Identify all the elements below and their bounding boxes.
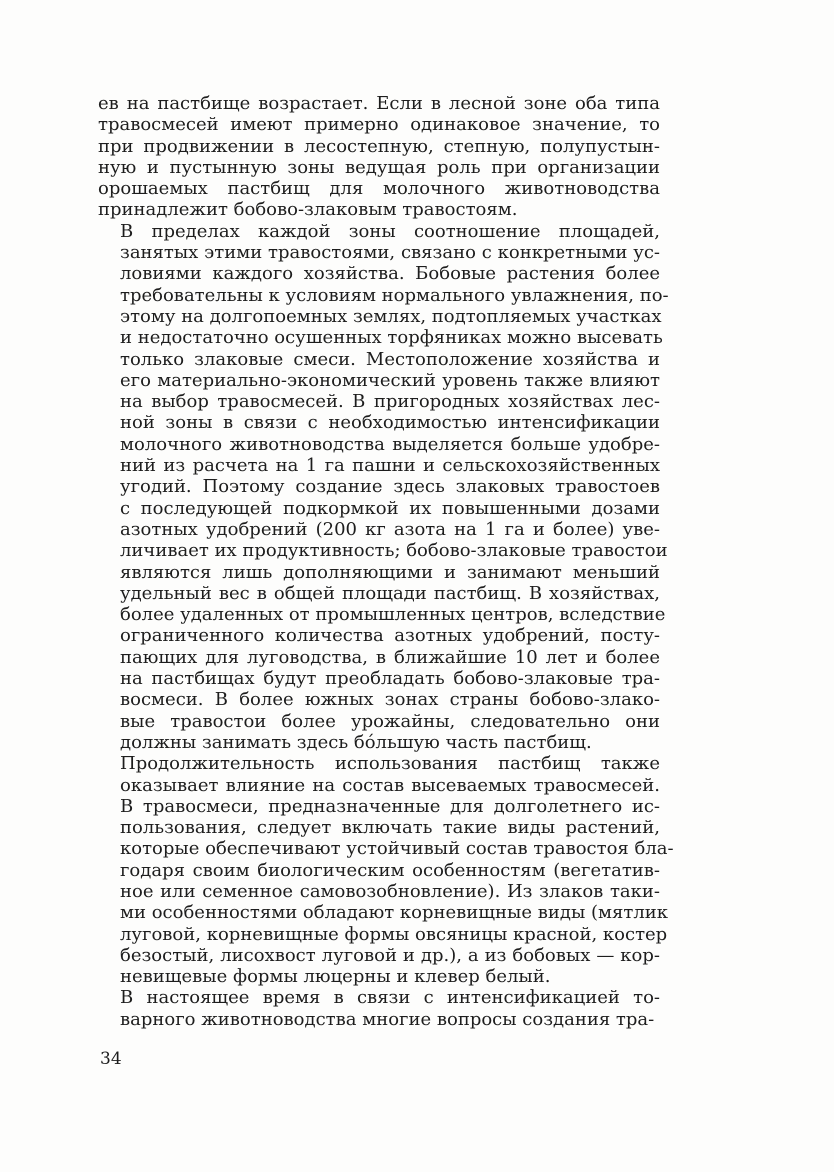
text-line: при продвижении в лесостепную, степную, полупустын- [98, 135, 660, 157]
text-line: пользования, следует включать такие виды растений, [120, 817, 660, 839]
text-line: угодий. Поэтому создание здесь злаковых травостоев [120, 476, 660, 498]
text-line: вые травостои более урожайны, следовательно они [120, 710, 660, 732]
text-line: ми особенностями обладают корневищные виды (мятлик [120, 902, 669, 924]
text-line: на выбор травосмесей. В пригородных хозяйствах лес- [120, 391, 660, 413]
text-line: орошаемых пастбищ для молочного животноводства [98, 178, 660, 200]
paragraph [98, 93, 660, 221]
text-line: этому на долгопоемных землях, подтопляемых участках [120, 305, 662, 327]
text-line: более удаленных от промышленных центров, вследствие [120, 604, 666, 626]
text-line: пающих для луговодства, в ближайшие 10 лет и более [120, 646, 660, 668]
text-line: варного животноводства многие вопросы создания тра- [120, 1008, 655, 1030]
text-line: с последующей подкормкой их повышенными дозами [120, 497, 660, 519]
text-line: В пределах каждой зоны соотношение площадей, [120, 220, 660, 242]
text-line: невищевые формы люцерны и клевер белый. [120, 966, 551, 988]
text-line: В травосмеси, предназначенные для долголетнего ис- [120, 795, 660, 817]
text-line: которые обеспечивают устойчивый состав травостоя бла- [120, 838, 674, 860]
paragraph [98, 753, 674, 988]
page-number: 34 [100, 1049, 122, 1069]
text-line: азотных удобрений (200 кг азота на 1 га и более) уве- [120, 518, 660, 540]
text-line: ев на пастбище возрастает. Если в лесной зоне оба типа [98, 93, 660, 114]
text-line: ограниченного количества азотных удобрений, посту- [120, 625, 660, 647]
paragraph [98, 220, 669, 753]
text-line: его материально-экономический уровень также влияют [120, 369, 660, 391]
text-line: и недостаточно осушенных торфяниках можно высевать [120, 327, 663, 349]
text-line: удельный вес в общей площади пастбищ. В хозяйствах, [120, 582, 660, 604]
text-line: только злаковые смеси. Местоположение хозяйства и [120, 348, 660, 370]
text-line: являются лишь дополняющими и занимают меньший [120, 561, 660, 583]
text-line: безостый, лисохвост луговой и др.), а из бобовых — кор- [120, 944, 660, 966]
text-line: требовательны к условиям нормального увлажнения, по- [120, 284, 669, 306]
text-line: ную и пустынную зоны ведущая роль при организации [98, 156, 660, 178]
text-line: луговой, корневищные формы овсяницы красной, костер [120, 923, 668, 945]
text-line: В настоящее время в связи с интенсификацией то- [120, 987, 660, 1009]
text-line: личивает их продуктивность; бобово-злаковые травостои [120, 540, 668, 562]
text-line: ний из расчета на 1 га пашни и сельскохозяйственных [120, 455, 660, 477]
text-line: травосмесей имеют примерно одинаковое значение, то [98, 114, 660, 136]
text-line: на пастбищах будут преобладать бобово-злаковые тра- [120, 668, 660, 690]
paragraph [98, 987, 660, 1030]
text-line: восмеси. В более южных зонах страны бобово-злако- [120, 689, 660, 711]
text-line: принадлежит бобово-злаковым травостоям. [98, 199, 518, 221]
text-line: оказывает влияние на состав высеваемых травосмесей. [120, 774, 660, 796]
text-line: должны занимать здесь бо́льшую часть пастбищ. [120, 731, 592, 753]
text-line: ловиями каждого хозяйства. Бобовые растения более [120, 263, 660, 285]
text-line: годаря своим биологическим особенностям (вегетатив- [120, 859, 660, 881]
text-line: молочного животноводства выделяется больше удобре- [120, 433, 660, 455]
body-text [98, 93, 674, 1030]
text-line: ное или семенное самовозобновление). Из злаков таки- [120, 880, 660, 902]
text-line: Продолжительность использования пастбищ также [120, 753, 660, 775]
text-line: занятых этими травостоями, связано с конкретными ус- [120, 242, 660, 264]
text-line: ной зоны в связи с необходимостью интенсификации [120, 412, 660, 434]
